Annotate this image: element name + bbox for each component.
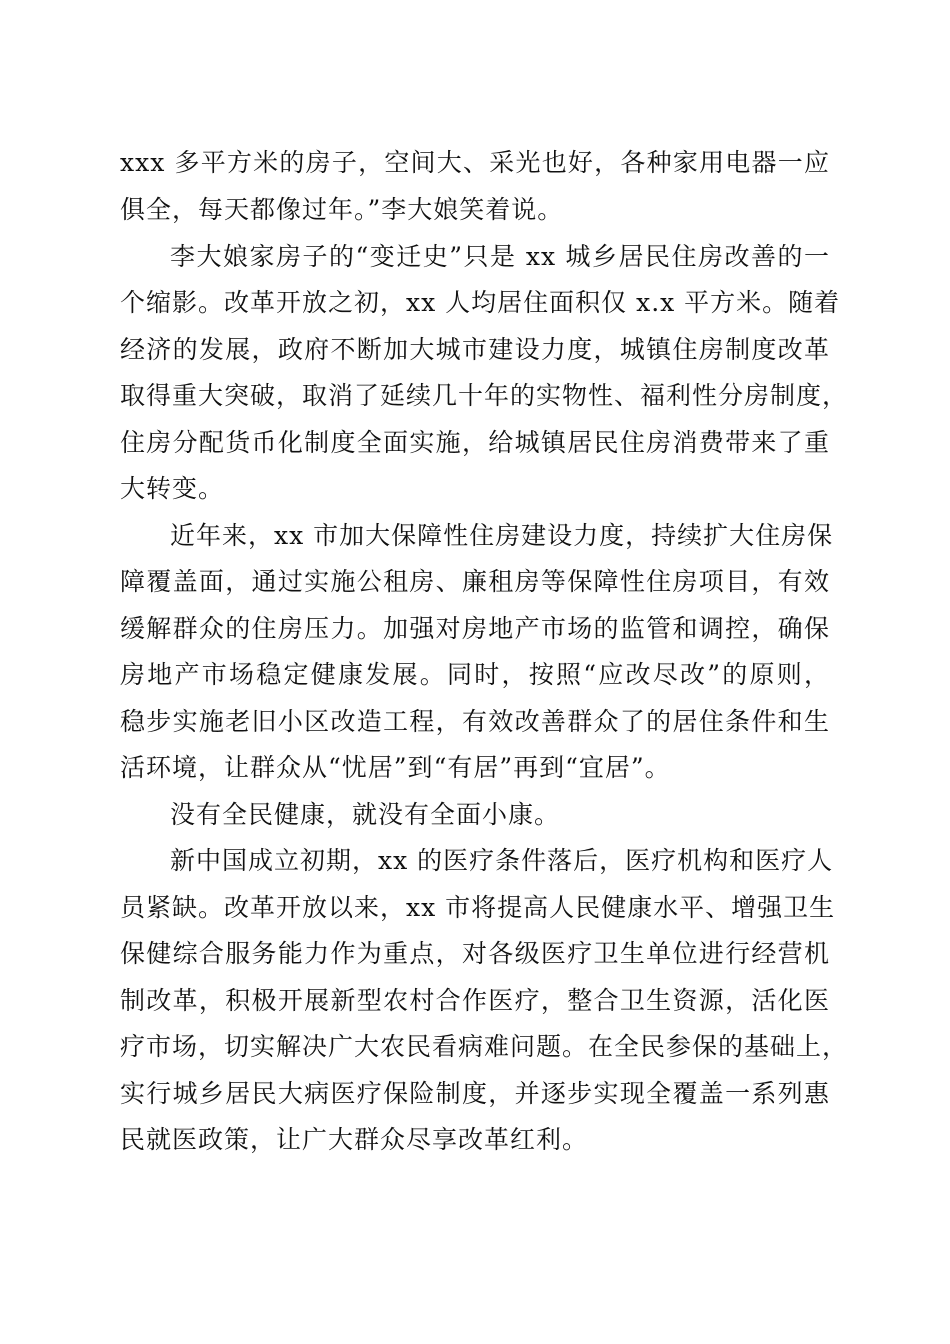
text-line: xxx 多平方米的房子，空间大、采光也好，各种家用电器一应 bbox=[120, 148, 830, 177]
text-line: 障覆盖面，通过实施公租房、廉租房等保障性住房项目，有效 bbox=[120, 567, 830, 596]
text-line: 保健综合服务能力作为重点，对各级医疗卫生单位进行经营机 bbox=[120, 939, 830, 968]
text-line: 稳步实施老旧小区改造工程，有效改善群众了的居住条件和生 bbox=[120, 707, 830, 736]
text-line: 疗市场，切实解决广大农民看病难问题。在全民参保的基础上， bbox=[120, 1032, 849, 1061]
text-line: 缓解群众的住房压力。加强对房地产市场的监管和调控，确保 bbox=[120, 614, 830, 643]
text-line: 活环境，让群众从“忧居”到“有居”再到“宜居”。 bbox=[120, 753, 671, 782]
text-line: 房地产市场稳定健康发展。同时，按照“应改尽改”的原则， bbox=[120, 660, 830, 689]
text-line: 实行城乡居民大病医疗保险制度，并逐步实现全覆盖一系列惠 bbox=[120, 1079, 830, 1108]
text-line: 住房分配货币化制度全面实施，给城镇居民住房消费带来了重 bbox=[120, 428, 830, 457]
text-line: 民就医政策，让广大群众尽享改革红利。 bbox=[120, 1125, 589, 1154]
text-line: 李大娘家房子的“变迁史”只是 xx 城乡居民住房改善的一 bbox=[170, 242, 830, 271]
text-line: 取得重大突破，取消了延续几十年的实物性、福利性分房制度， bbox=[120, 381, 849, 410]
text-line: 个缩影。改革开放之初，xx 人均居住面积仅 x.x 平方米。随着 bbox=[120, 288, 841, 317]
text-line: 员紧缺。改革开放以来，xx 市将提高人民健康水平、增强卫生 bbox=[120, 893, 836, 922]
text-line: 没有全民健康，就没有全面小康。 bbox=[170, 800, 561, 829]
text-line: 近年来，xx 市加大保障性住房建设力度，持续扩大住房保 bbox=[170, 521, 834, 550]
text-line: 制改革，积极开展新型农村合作医疗，整合卫生资源，活化医 bbox=[120, 986, 830, 1015]
text-line: 经济的发展，政府不断加大城市建设力度，城镇住房制度改革 bbox=[120, 335, 830, 364]
text-line: 俱全，每天都像过年。”李大娘笑着说。 bbox=[120, 195, 564, 224]
text-line: 新中国成立初期，xx 的医疗条件落后，医疗机构和医疗人 bbox=[170, 846, 834, 875]
text-line: 大转变。 bbox=[120, 474, 225, 503]
